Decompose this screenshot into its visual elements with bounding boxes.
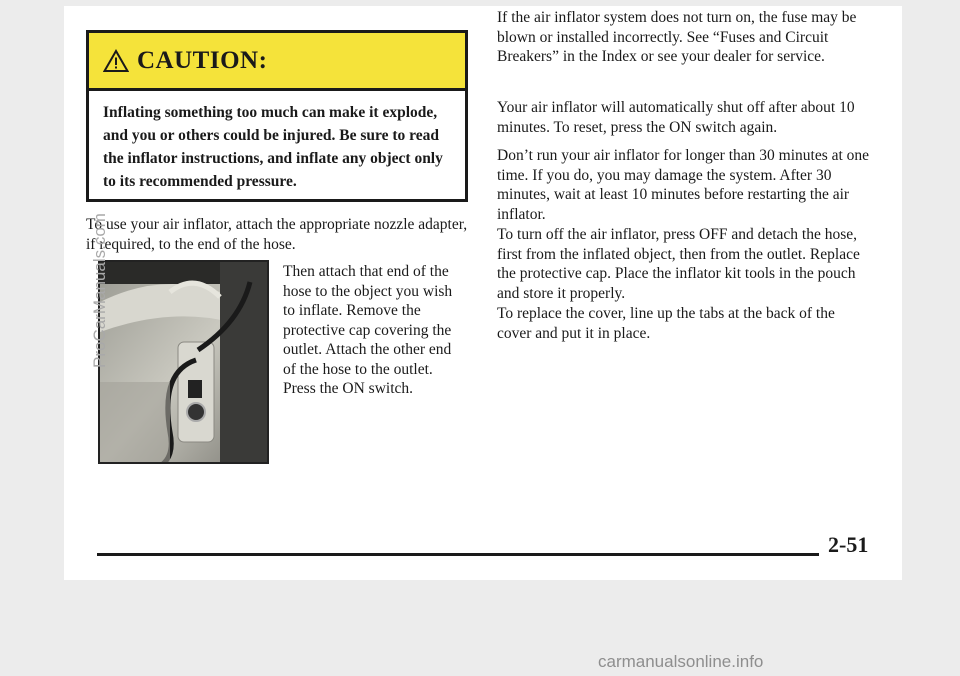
side-watermark: ProCarManuals.com — [90, 213, 109, 368]
right-paragraph-2: Your air inflator will automatically shut off after about 10 minutes. To reset, press the ON switch again. — [497, 99, 855, 136]
caution-header — [89, 33, 465, 91]
page-number: 2-51 — [828, 532, 869, 557]
caution-title: CAUTION: — [137, 46, 268, 74]
caution-text: Inflating something too much can make it explode, and you or others could be injured. Be sure to read the inflator instructions, and inflate any object only to its recommended pressure. — [103, 104, 443, 190]
caution-box — [86, 30, 468, 202]
warning-triangle-icon — [103, 49, 129, 73]
right-paragraph-1: If the air inflator system does not turn on, the fuse may be blown or installed incorrectly. See “Fuses and Circuit Breakers” in the Index or see your dealer for service. — [497, 9, 857, 65]
inflator-outlet-photo — [98, 260, 269, 464]
footer-rule — [97, 553, 819, 556]
footer-watermark: carmanualsonline.info — [598, 652, 764, 671]
photo-caption-paragraph: Then attach that end of the hose to the object you wish to inflate. Remove the protective cap covering the outlet. Attach the other end of the hose to the outlet. Press the ON switch. — [283, 263, 453, 397]
intro-paragraph: To use your air inflator, attach the appropriate nozzle adapter, if required, to the end of the hose. — [86, 216, 468, 253]
right-paragraph-4: To turn off the air inflator, press OFF and detach the hose, first from the inflated object, then from the outlet. Replace the protective cap. Place the inflator kit tools in the pouch and store it properly. — [497, 226, 860, 302]
right-paragraph-5: To replace the cover, line up the tabs at the back of the cover and put it in place. — [497, 305, 835, 342]
right-paragraph-3: Don’t run your air inflator for longer than 30 minutes at one time. If you do, you may damage the system. After 30 minutes, wait at least 10 minutes before restarting the air inflator. — [497, 147, 870, 223]
